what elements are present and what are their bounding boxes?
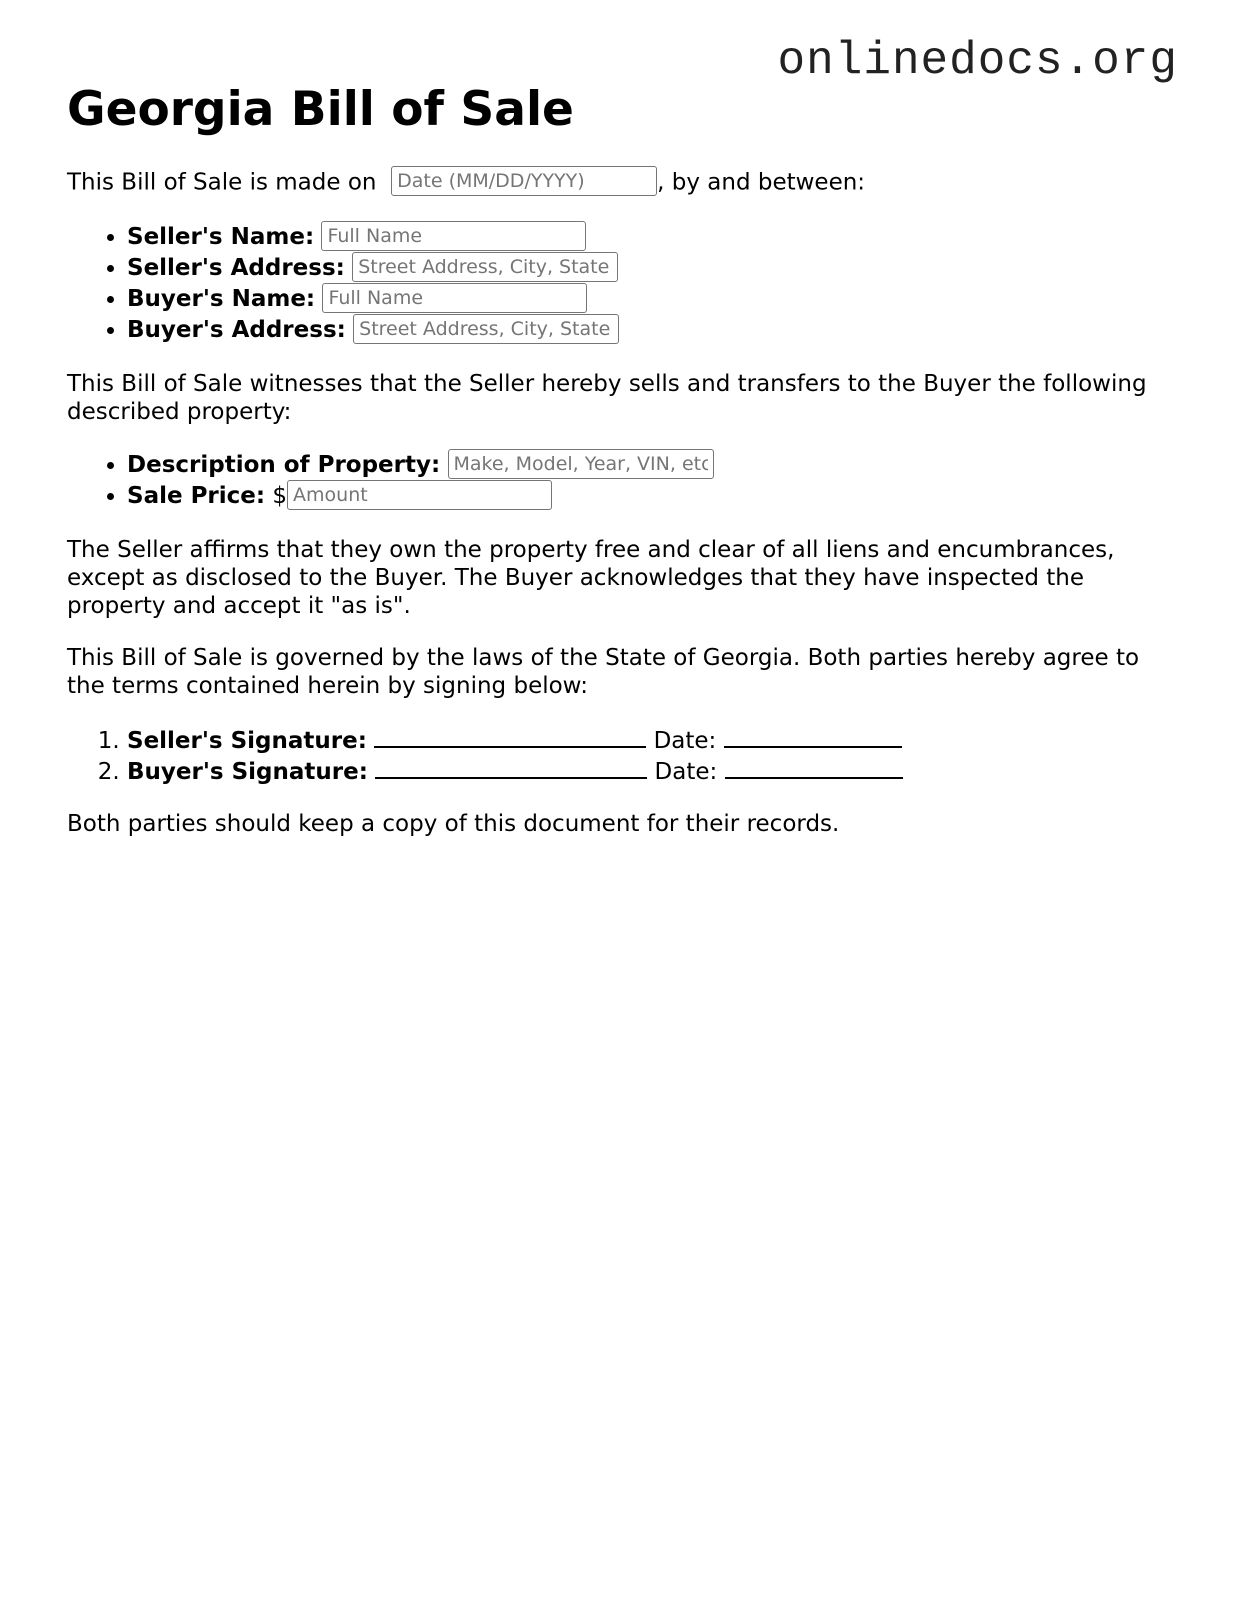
sale-price-input[interactable] bbox=[287, 480, 552, 510]
page-title: Georgia Bill of Sale bbox=[67, 82, 574, 137]
buyer-date-label: Date: bbox=[654, 759, 718, 786]
buyer-address-input[interactable] bbox=[353, 314, 619, 344]
sale-price-label: Sale Price: bbox=[127, 483, 266, 510]
list-item-seller-name bbox=[127, 222, 1177, 253]
buyer-signature-line[interactable] bbox=[375, 755, 647, 779]
buyer-name-label: Buyer's Name: bbox=[127, 286, 316, 313]
signature-list bbox=[67, 724, 1177, 786]
property-description-input[interactable] bbox=[448, 449, 714, 479]
sale-date-input[interactable] bbox=[391, 166, 657, 196]
list-item-buyer-signature bbox=[127, 755, 1177, 786]
document-page bbox=[67, 82, 1177, 862]
closing-paragraph: Both parties should keep a copy of this document for their records. bbox=[67, 811, 840, 838]
property-list bbox=[67, 450, 1177, 512]
witness-paragraph: This Bill of Sale witnesses that the Seller hereby sells and transfers to the Buyer the following described property: bbox=[67, 371, 1147, 426]
list-item-seller-signature bbox=[127, 724, 1177, 755]
watermark-logo: onlinedocs.org bbox=[777, 35, 1178, 87]
parties-list bbox=[67, 222, 1177, 346]
list-item-buyer-name bbox=[127, 284, 1177, 315]
seller-name-input[interactable] bbox=[321, 221, 586, 251]
list-item-description bbox=[127, 450, 1177, 481]
governed-paragraph: This Bill of Sale is governed by the laws of the State of Georgia. Both parties hereby agree to the terms contained herein by signing below: bbox=[67, 645, 1140, 700]
seller-signature-line[interactable] bbox=[374, 724, 646, 748]
seller-signature-label: Seller's Signature: bbox=[127, 728, 367, 755]
seller-date-line[interactable] bbox=[724, 724, 902, 748]
intro-paragraph bbox=[67, 168, 1177, 198]
buyer-address-label: Buyer's Address: bbox=[127, 317, 346, 344]
description-label: Description of Property: bbox=[127, 452, 441, 479]
intro-text-before: This Bill of Sale is made on bbox=[67, 169, 384, 196]
seller-address-input[interactable] bbox=[352, 252, 618, 282]
currency-symbol: $ bbox=[272, 483, 288, 510]
list-item-seller-address bbox=[127, 253, 1177, 284]
seller-name-label: Seller's Name: bbox=[127, 224, 315, 251]
buyer-signature-label: Buyer's Signature: bbox=[127, 759, 368, 786]
buyer-name-input[interactable] bbox=[322, 283, 587, 313]
affirm-paragraph: The Seller affirms that they own the property free and clear of all liens and encumbrances, except as disclosed to the Buyer. The Buyer acknowledges that they have inspected the property and accept it "as is". bbox=[67, 537, 1115, 620]
intro-text-after: , by and between: bbox=[657, 169, 866, 196]
list-item-sale-price bbox=[127, 481, 1177, 512]
seller-address-label: Seller's Address: bbox=[127, 255, 345, 282]
seller-date-label: Date: bbox=[653, 728, 717, 755]
buyer-date-line[interactable] bbox=[725, 755, 903, 779]
list-item-buyer-address bbox=[127, 315, 1177, 346]
